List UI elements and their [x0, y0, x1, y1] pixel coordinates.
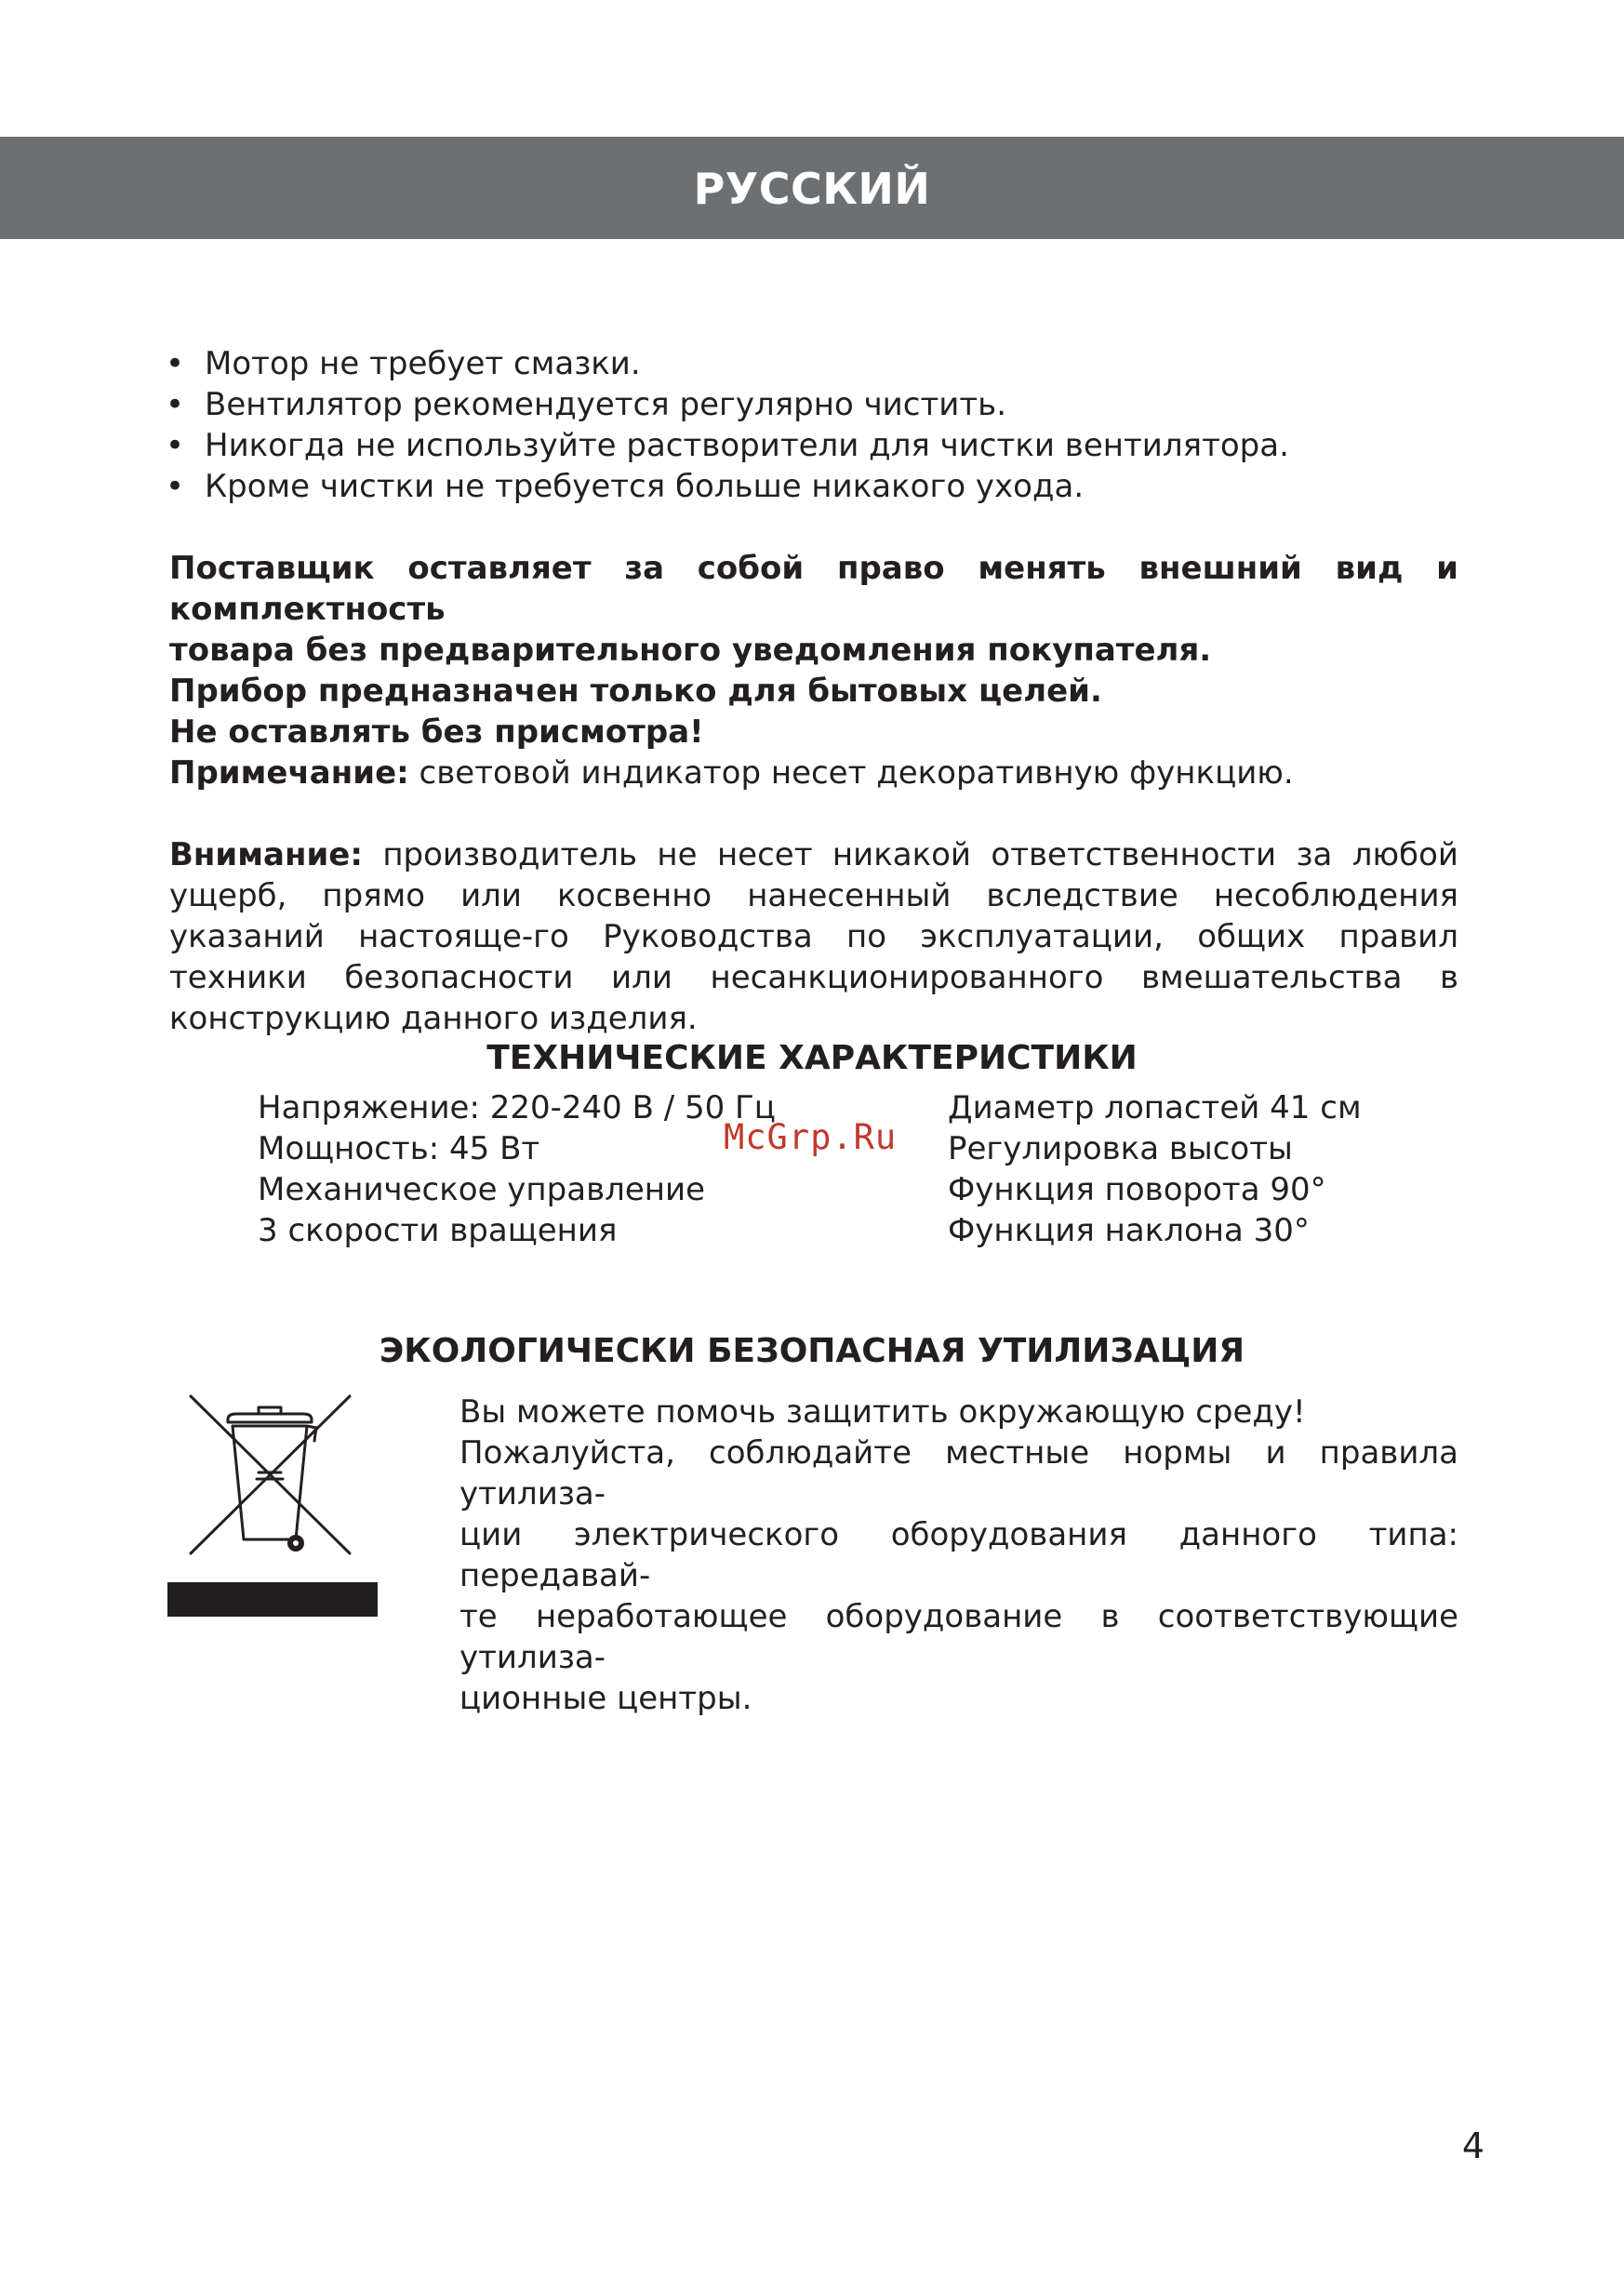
spec-item: Функция поворота 90°: [948, 1171, 1326, 1208]
spec-item: Диаметр лопастей 41 см: [948, 1089, 1362, 1126]
attention-label: Внимание:: [169, 836, 363, 873]
crossed-out-wheelie-bin-icon: [167, 1389, 378, 1618]
supplier-notice: [169, 548, 1458, 753]
bullet-icon: •: [166, 468, 185, 505]
notice-line: Поставщик оставляет за собой право менять внешний вид и комплектность: [169, 550, 1458, 628]
list-item: • Мотор не требует смазки.: [166, 345, 641, 382]
eco-line: те неработающее оборудование в соответствующие утилиза-: [459, 1598, 1458, 1676]
specs-right-column: [948, 1087, 1362, 1251]
bullet-icon: •: [166, 345, 185, 382]
notice-line: товара без предварительного уведомления покупателя.: [169, 632, 1212, 669]
spec-item: Напряжение: 220-240 В / 50 Гц: [258, 1089, 776, 1126]
care-list: [166, 343, 1289, 507]
note-text: световой индикатор несет декоративную функцию.: [408, 754, 1294, 792]
bullet-icon: •: [166, 427, 185, 464]
note-label: Примечание:: [169, 754, 409, 792]
attention-text: производитель не несет никакой ответственности за любой ущерб, прямо или косвенно нанесенный вследствие несоблюдения указаний настояще-го Руководства по эксплуатации, общих правил техники безопасности или несанкционированного вмешательства в конструкцию данного изделия.: [169, 836, 1458, 1037]
spec-item: Мощность: 45 Вт: [258, 1130, 540, 1167]
bullet-icon: •: [166, 386, 185, 423]
attention-paragraph: [169, 834, 1458, 1039]
eco-line: Вы можете помочь защитить окружающую среду!: [459, 1393, 1306, 1431]
specs-left-column: [258, 1087, 776, 1251]
watermark: McGrp.Ru: [724, 1117, 898, 1157]
page-number: 4: [1461, 2125, 1484, 2166]
eco-line: ции электрического оборудования данного типа: передавай-: [459, 1516, 1458, 1594]
spec-item: Механическое управление: [258, 1171, 705, 1208]
page-title: РУССКИЙ: [693, 164, 931, 214]
notice-line: Не оставлять без присмотра!: [169, 713, 704, 751]
list-item: • Вентилятор рекомендуется регулярно чистить.: [166, 386, 1007, 423]
eco-title: ЭКОЛОГИЧЕСКИ БЕЗОПАСНАЯ УТИЛИЗАЦИЯ: [379, 1332, 1245, 1370]
spec-item: 3 скорости вращения: [258, 1212, 618, 1249]
list-item: • Кроме чистки не требуется больше никакого ухода.: [166, 468, 1085, 505]
notice-line: Прибор предназначен только для бытовых целей.: [169, 673, 1102, 710]
list-item: • Никогда не используйте растворители для чистки вентилятора.: [166, 427, 1289, 464]
eco-line: Пожалуйста, соблюдайте местные нормы и правила утилиза-: [459, 1434, 1458, 1512]
spec-item: Функция наклона 30°: [948, 1212, 1310, 1249]
note-paragraph: [169, 753, 1294, 793]
eco-line: ционные центры.: [459, 1680, 752, 1717]
spec-item: Регулировка высоты: [948, 1130, 1293, 1167]
specs-title: ТЕХНИЧЕСКИЕ ХАРАКТЕРИСТИКИ: [486, 1039, 1138, 1077]
eco-paragraph: [459, 1392, 1458, 1719]
